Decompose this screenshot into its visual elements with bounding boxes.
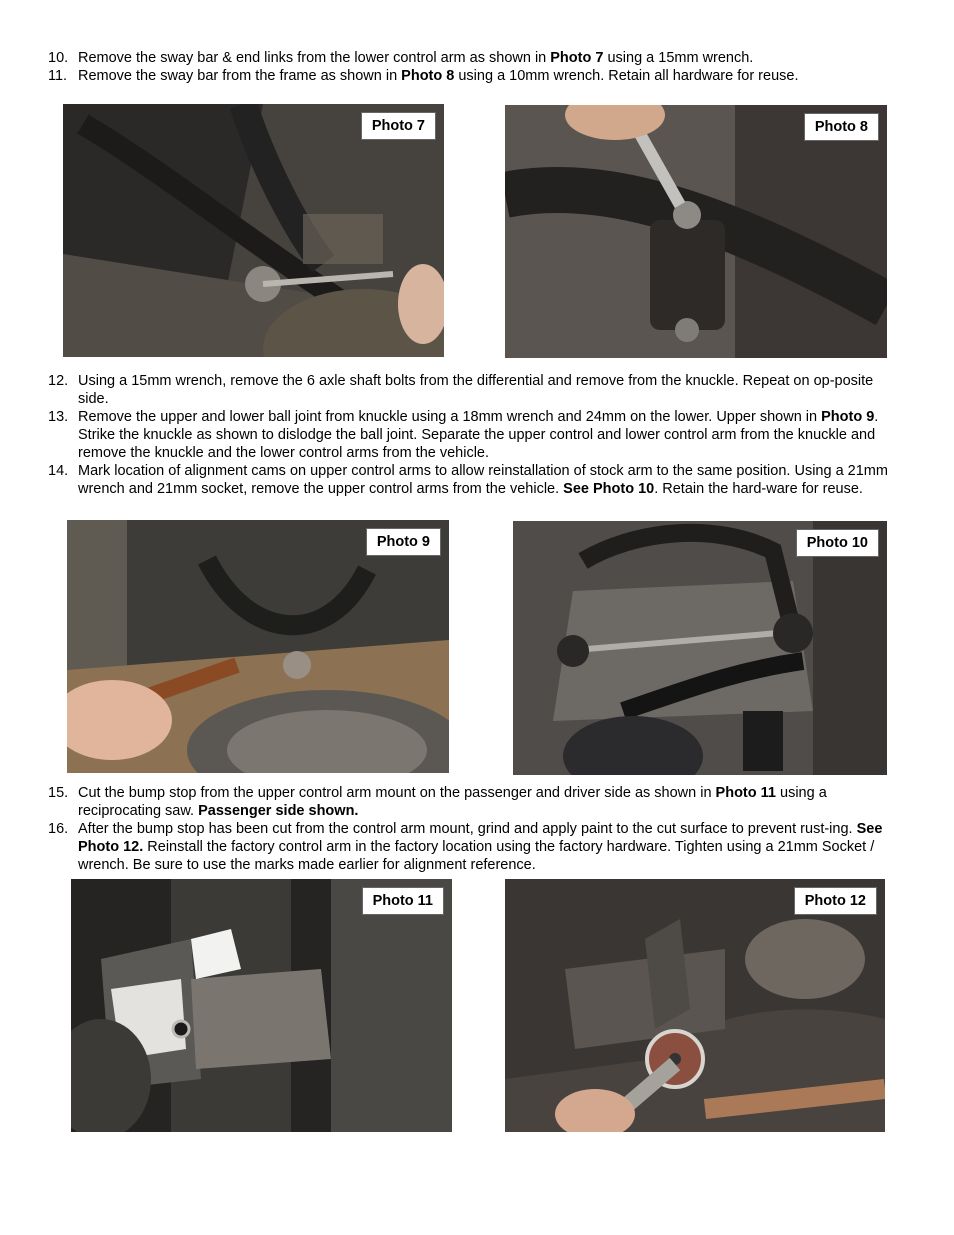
- step-text: [78, 372, 898, 408]
- step-number: 12.: [48, 373, 69, 389]
- step-10: [48, 49, 898, 67]
- photo-11-label: Photo 11: [362, 887, 444, 915]
- photo-7-label: Photo 7: [361, 112, 436, 140]
- step-15: [48, 784, 898, 820]
- photo-12: [505, 879, 885, 1132]
- photo-11: [71, 879, 452, 1132]
- step-text-run: Remove the sway bar from the frame as shown in: [78, 68, 402, 84]
- step-text-run: Remove the sway bar & end links from the lower control arm as shown in: [78, 50, 551, 66]
- photo-7-image: [63, 104, 444, 357]
- step-text-run: Cut the bump stop from the upper control arm mount on the passenger and driver side as shown in: [78, 785, 716, 801]
- step-text-run: . Strike the knuckle as shown to dislodge the ball joint. Separate the upper control and lower control arm from the knuckle and remove the knuckle and the lower control arms from the vehicle.: [78, 409, 879, 461]
- step-number: 13.: [48, 409, 69, 425]
- photo-10-label: Photo 10: [796, 529, 879, 557]
- step-number: 11.: [48, 68, 68, 84]
- photo-12-label: Photo 12: [794, 887, 877, 915]
- step-16: [48, 820, 898, 874]
- photo-10: [513, 521, 887, 775]
- step-text-bold: See Photo 10: [563, 481, 655, 497]
- step-text-run: using a 10mm wrench. Retain all hardware for reuse.: [454, 68, 799, 84]
- step-text-run: Reinstall the factory control arm in the factory location using the factory hardware. Tighten using a 21mm Socket / wrench. Be sure to use the marks made earlier for alignment reference.: [78, 839, 875, 873]
- photo-7: [63, 104, 444, 357]
- step-14: [48, 462, 898, 498]
- step-13: [48, 408, 898, 462]
- step-text: [78, 784, 898, 820]
- step-text-bold: Passenger side shown.: [198, 803, 359, 819]
- photo-10-image: [513, 521, 887, 775]
- photo-8-label: Photo 8: [804, 113, 879, 141]
- photo-8: [505, 105, 887, 358]
- step-number: 14.: [48, 463, 69, 479]
- step-text-run: Using a 15mm wrench, remove the 6 axle shaft bolts from the differential and remove from the knuckle. Repeat on op-posite side.: [78, 373, 874, 407]
- step-text-bold: Photo 7: [550, 50, 604, 66]
- step-number: 10.: [48, 50, 69, 66]
- step-text: [78, 67, 898, 85]
- step-text: [78, 49, 898, 67]
- photo-9: [67, 520, 449, 773]
- step-text: [78, 408, 898, 462]
- step-text-run: Remove the upper and lower ball joint from knuckle using a 18mm wrench and 24mm on the lower. Upper shown in: [78, 409, 822, 425]
- step-text-run: using a 15mm wrench.: [603, 50, 754, 66]
- step-number: 15.: [48, 785, 69, 801]
- step-text-bold: Photo 11: [715, 785, 776, 801]
- step-11: [48, 67, 898, 85]
- photo-9-label: Photo 9: [366, 528, 441, 556]
- photo-12-image: [505, 879, 885, 1132]
- step-number: 16.: [48, 821, 69, 837]
- step-text-run: . Retain the hard-ware for reuse.: [654, 481, 863, 497]
- step-text-run: Mark location of alignment cams on upper control arms to allow reinstallation of stock arm to the same position. Using a 21mm wrench and 21mm socket, remove the upper control arms from the vehicle.: [78, 463, 888, 497]
- step-text-bold: Photo 8: [401, 68, 455, 84]
- step-text: [78, 462, 898, 498]
- step-text-bold: See Photo 12.: [78, 821, 883, 855]
- step-12: [48, 372, 898, 408]
- photo-11-image: [71, 879, 452, 1132]
- photo-8-image: [505, 105, 887, 358]
- step-text: [78, 820, 898, 874]
- step-text-run: using a reciprocating saw.: [78, 785, 827, 819]
- step-text-run: After the bump stop has been cut from the control arm mount, grind and apply paint to the cut surface to prevent rust-ing.: [78, 821, 857, 837]
- step-text-bold: Photo 9: [821, 409, 875, 425]
- photo-9-image: [67, 520, 449, 773]
